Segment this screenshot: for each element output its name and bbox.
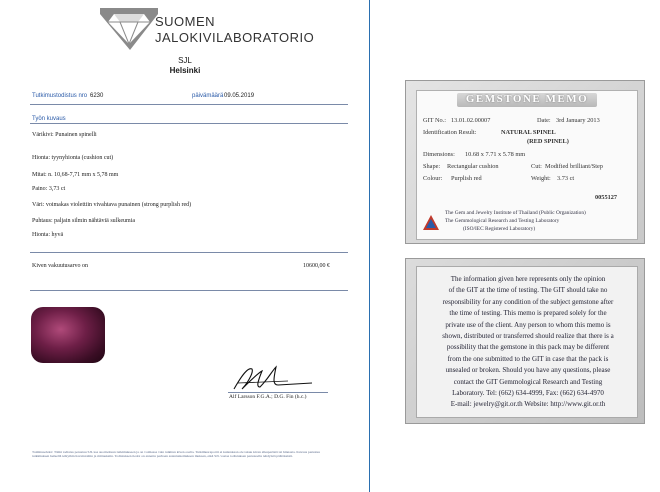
terms-footnote: Toimitusehdot: Tämä todistus perustuu SJL:ssa suoritettuun tutkimukseen ja on voimassa vain tutkitun kiven osalta. Tutkimusraportti ei kuitenkaan ole takuu kiven alkuperästä tai hinnasta. Kuvaus perustuu tutkimuksen hetkellä tehtyihin havaintoihin ja mittauksiin. Todistuksen tiedot on annettu parhaan asiantuntemuksen mukaan, eikä SJL vastaa todistuksen perusteella tehdyistä päätöksistä. (32, 450, 321, 459)
insurance-value: 10600,00 € (303, 263, 330, 269)
cert-no-label: Tutkimustodistus nro (32, 93, 88, 99)
date-label: päivämäärä (192, 93, 224, 99)
signature-line (228, 392, 328, 393)
memo-date: 3rd January 2013 (556, 117, 600, 124)
handwritten-signature (228, 363, 314, 393)
field-colour: Väri: voimakas violettiin vivahtava punainen (strong purplish red) (32, 202, 192, 208)
git-no: 13.01.02.00007 (451, 117, 491, 124)
org-city: Helsinki (169, 66, 201, 75)
disclaimer-line: The information given here represents only the opinion (450, 275, 606, 283)
git-no-label: GIT No.: (423, 117, 446, 124)
cert-no: 6230 (90, 93, 104, 99)
signer-name: Alf Larsson F.G.A.; D.G. Fin (h.c.) (229, 394, 307, 400)
gemstone-photo (31, 307, 105, 363)
disclaimer-line: responsibility for any condition of the subject gemstone after (442, 297, 614, 306)
disclaimer-line: unsealed or broken. Should you have any questions, please (445, 366, 611, 375)
shape-value: Rectangular cushion (447, 163, 499, 170)
insurance-label: Kiven vakuutusarvo on (32, 263, 88, 269)
diamond-logo-icon (100, 8, 158, 50)
field-clarity: Puhtaus: paljain silmin nähtäviä sulkeumia (32, 218, 135, 224)
divider (30, 290, 348, 291)
divider (30, 123, 348, 124)
memo-panel (416, 90, 638, 240)
disclaimer-line: from the one submitted to the GIT in case that the pack is (447, 354, 609, 363)
field-weight: Paino: 3,73 ct (32, 186, 66, 192)
disclaimer-panel (416, 266, 638, 418)
memo-title: GEMSTONE MEMO (465, 93, 589, 105)
field-cut: Hionta: tyynyhionta (cushion cut) (32, 155, 114, 161)
weight-label: Weight: (531, 175, 551, 182)
cert-date: 09.05.2019 (224, 93, 255, 99)
git-triangle-logo-icon (423, 215, 439, 230)
field-cut-grade: Hionta: hyvä (32, 232, 64, 238)
serial-number: 0055127 (595, 194, 618, 201)
field-dimensions: Mitat: n. 10,68-7,71 mm x 5,78 mm (32, 172, 119, 178)
institute-line-2: The Gemmological Research and Testing Laboratory (445, 218, 560, 224)
brand-line-1: SUOMEN (155, 14, 216, 29)
gemstone-memo-card (405, 80, 645, 244)
disclaimer-line: contact the GIT Gemmological Research and Testing (453, 377, 603, 386)
colour-value: Purplish red (451, 175, 482, 182)
disclaimer-line: of the GIT at the time of testing. The GIT should take no (448, 286, 608, 295)
institute-line-3: (ISO/IEC Registered Laboratory) (463, 226, 536, 232)
memo-back-card (405, 258, 645, 424)
disclaimer-line: the time of testing. This memo is prepared solely for the (449, 309, 607, 318)
divider (30, 252, 348, 253)
id-label: Identification Result: (423, 129, 477, 136)
org-short: SJL (178, 56, 192, 65)
shape-label: Shape: (423, 163, 441, 170)
weight-value: 3.73 ct (557, 175, 575, 182)
disclaimer-line: shown, distributed or transferred should realize that there is a (442, 332, 614, 341)
brand-line-2: JALOKIVILABORATORIO (155, 30, 315, 45)
disclaimer-text (425, 274, 631, 411)
disclaimer-line: E-mail: jewelry@git.or.th Website: http://www.git.or.th (450, 400, 606, 409)
cut-label: Cut: (531, 163, 542, 170)
field-gem: Värikivi: Punainen spinelli (32, 132, 97, 138)
disclaimer-line: private use of the client. Any person to whom this memo is (445, 320, 611, 329)
memo-date-label: Date: (537, 117, 551, 124)
id-value: NATURAL SPINEL (501, 129, 556, 136)
section-label: Työn kuvaus (32, 116, 66, 122)
colour-label: Colour: (423, 175, 443, 182)
dim-label: Dimensions: (423, 151, 455, 158)
divider (30, 104, 348, 105)
disclaimer-line: possibility that the gemstone in this pack may be different (446, 343, 610, 352)
dim-value: 10.68 x 7.71 x 5.78 mm (465, 151, 526, 158)
institute-line-1: The Gem and Jewelry Institute of Thailand (Public Organization) (445, 210, 586, 216)
disclaimer-line: Laboratory. Tel: (662) 634-4999, Fax: (662) 634-4970 (452, 389, 604, 398)
cut-value: Modified brilliant/Step (545, 163, 603, 170)
id-subvalue: (RED SPINEL) (527, 138, 569, 145)
